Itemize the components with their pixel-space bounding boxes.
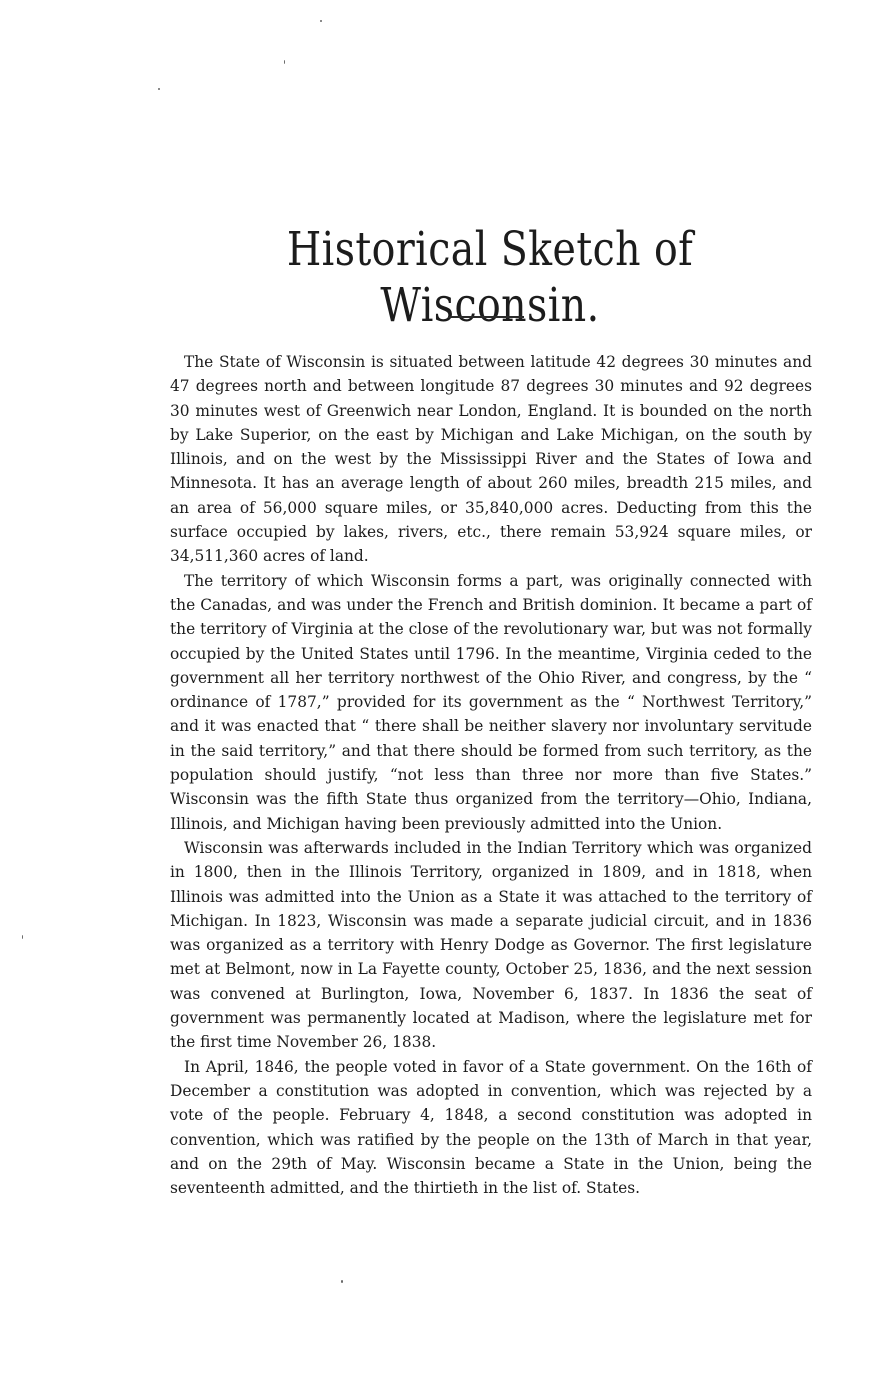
scan-speck: [341, 1280, 343, 1283]
scan-speck: [22, 935, 23, 939]
title-divider: [448, 316, 524, 318]
paragraph-2: The territory of which Wisconsin forms a part, was originally connected with the Canadas, and was under the French and British dominion. It became a part of the territory of Virginia at the close of the revolutionary war, but was not formally occupied by the United States until 1796. In the meantime, Virginia ceded to the government all her territory northwest of the Ohio River, and congress, by the “ ordinance of 1787,” provided for its government as the “ Northwest Territory,” and it was enacted that “ there shall be neither slavery nor involuntary servitude in the said territory,” and that there should be formed from such territory, as the population should justify, “not less than three nor more than five States.” Wisconsin was the fifth State thus organized from the territory—Ohio, Indiana, Illinois, and Michigan having been previously admitted into the Union.: [170, 571, 812, 833]
scan-speck: [320, 20, 322, 22]
scan-speck: [158, 88, 160, 90]
paragraph-3: Wisconsin was afterwards included in the Indian Territory which was organized in 1800, then in the Illinois Territory, organized in 1809, and in 1818, when Illinois was admitted into the Union as a State it was attached to the territory of Michigan. In 1823, Wisconsin was made a separate judicial circuit, and in 1836 was organized as a territory with Henry Dodge as Governor. The first legislature met at Belmont, now in La Fayette county, October 25, 1836, and the next session was convened at Burlington, Iowa, November 6, 1837. In 1836 the seat of government was permanently located at Madison, where the legislature met for the first time November 26, 1838.: [170, 838, 812, 1052]
body-text: [170, 350, 812, 1200]
paragraph-1: The State of Wisconsin is situated between latitude 42 degrees 30 minutes and 47 degrees north and between longitude 87 degrees 30 minutes and 92 degrees 30 minutes west of Greenwich near London, England. It is bounded on the north by Lake Superior, on the east by Michigan and Lake Michigan, on the south by Illinois, and on the west by the Mississippi River and the States of Iowa and Minnesota. It has an average length of about 260 miles, breadth 215 miles, and an area of 56,000 square miles, or 35,840,000 acres. Deducting from this the surface occupied by lakes, rivers, etc., there remain 53,924 square miles, or 34,511,360 acres of land.: [170, 353, 812, 566]
page-title: Historical Sketch of Wisconsin.: [286, 222, 694, 334]
paragraph-4: In April, 1846, the people voted in favor of a State government. On the 16th of December a constitution was adopted in convention, which was rejected by a vote of the people. February 4, 1848, a second constitution was adopted in convention, which was ratified by the people on the 13th of March in that year, and on the 29th of May. Wisconsin became a State in the Union, being the seventeenth admitted, and the thirtieth in the list of. States.: [170, 1057, 812, 1198]
scan-speck: [284, 60, 285, 64]
